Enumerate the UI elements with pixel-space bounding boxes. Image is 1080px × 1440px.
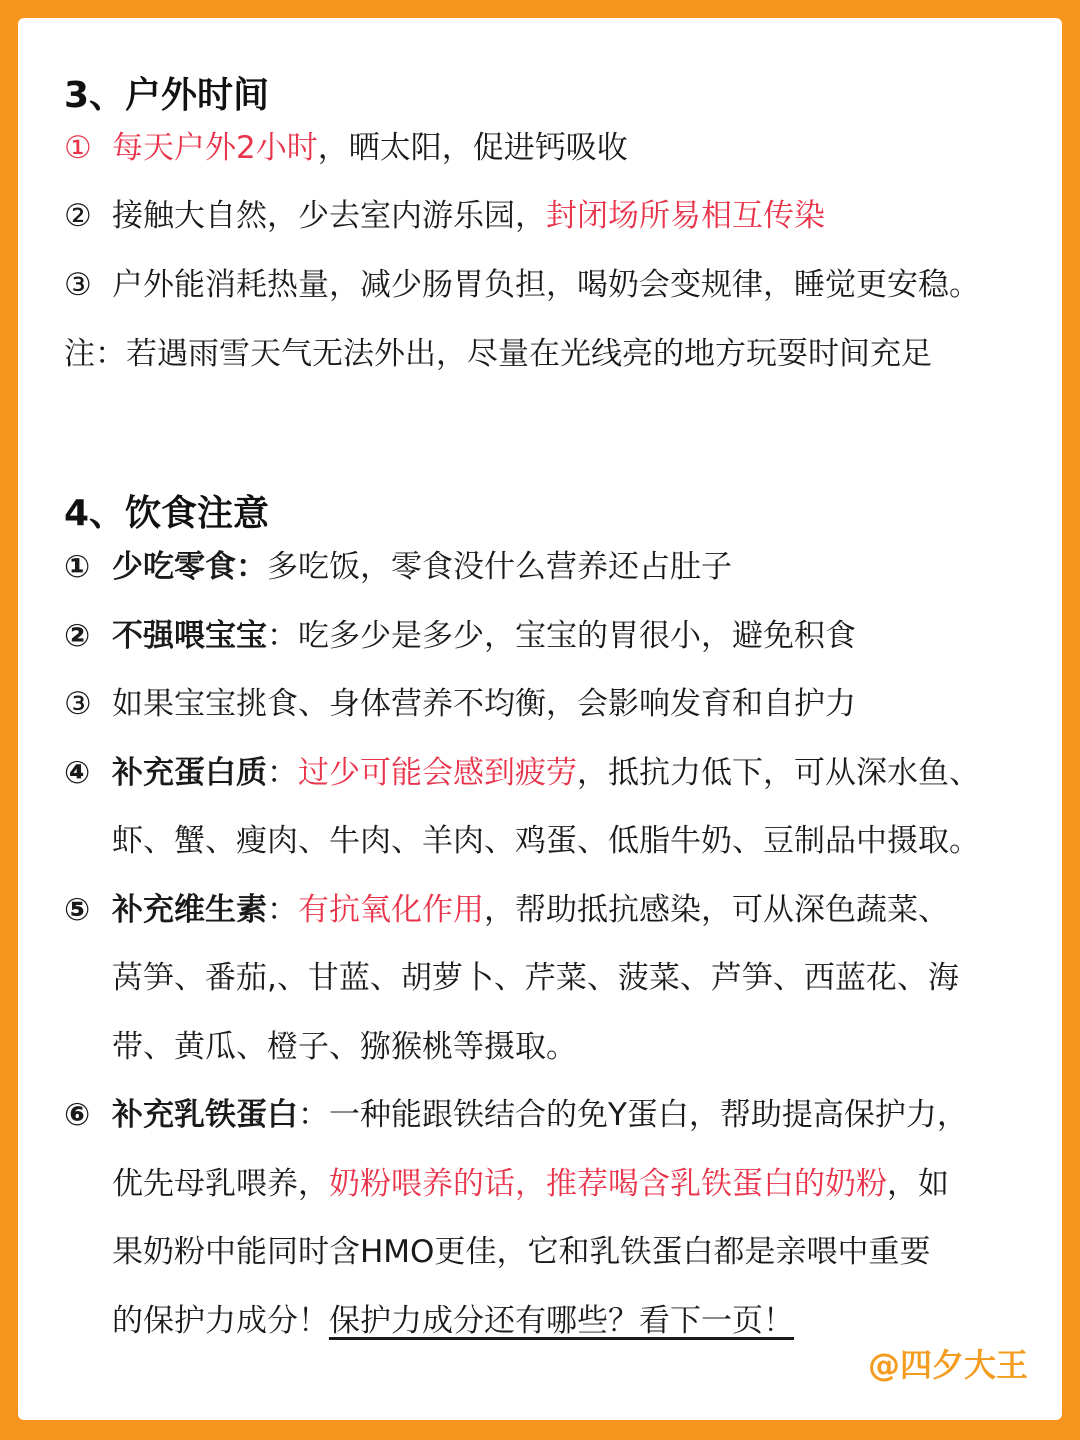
s4-item-2-num: ②: [64, 618, 91, 654]
s4-item-3: [64, 682, 856, 726]
s4-item-4-highlight: 过少可能会感到疲劳: [298, 755, 577, 791]
s3-item-2-text: 接触大自然，少去室内游乐园，: [112, 198, 546, 234]
s4-item-2: [64, 614, 856, 658]
s4-item-5-text: ，帮助抵抗感染，可从深色蔬菜、: [484, 892, 949, 928]
s4-item-5-bold: 补充维生素: [112, 892, 267, 928]
s4-item-1-text: 多吃饭，零食没什么营养还占肚子: [267, 549, 732, 585]
s4-item-5-num: ⑤: [64, 892, 91, 928]
s3-item-2-num: ②: [64, 198, 92, 234]
next-page-link[interactable]: 保护力成分还有哪些？看下一页！: [329, 1303, 794, 1339]
s4-item-6-num: ⑥: [64, 1097, 91, 1133]
s4-item-4-text: ，抵抗力低下，可从深水鱼、: [577, 755, 980, 791]
s3-item-3-text: 户外能消耗热量，减少肠胃负担，喝奶会变规律，睡觉更安稳。: [112, 267, 980, 303]
s4-item-3-num: ③: [64, 686, 92, 722]
s3-item-3-num: ③: [64, 267, 92, 303]
s4-item-1-bold: 少吃零食：: [112, 549, 267, 585]
s4-item-6: [64, 1093, 968, 1137]
author-watermark: @四夕大王: [867, 1346, 1028, 1384]
s4-item-6-l2-end: ，如: [887, 1166, 949, 1202]
s4-item-4-bold: 补充蛋白质: [112, 755, 267, 791]
s4-item-5: [64, 888, 949, 932]
s4-item-1-num: ①: [64, 549, 91, 585]
content-card: [18, 18, 1062, 1420]
s4-item-1: [64, 545, 732, 589]
s4-item-4-cont: 虾、蟹、瘦肉、牛肉、羊肉、鸡蛋、低脂牛奶、豆制品中摄取。: [112, 823, 980, 859]
s4-item-5-highlight: 有抗氧化作用: [298, 892, 484, 928]
s3-item-2-highlight: 封闭场所易相互传染: [546, 198, 825, 234]
s3-item-2: [64, 194, 825, 238]
s4-item-6-highlight: 奶粉喂养的话，推荐喝含乳铁蛋白的奶粉: [329, 1166, 887, 1202]
s3-item-1-num: ①: [64, 130, 92, 166]
s4-item-6-line-3: 果奶粉中能同时含HMO更佳，它和乳铁蛋白都是亲喂中重要: [112, 1234, 931, 1270]
s4-item-4: [64, 751, 980, 795]
s4-item-4-num: ④: [64, 755, 91, 791]
s4-item-2-text: ：吃多少是多少，宝宝的胃很小，避免积食: [267, 618, 856, 654]
s3-item-3: [64, 263, 980, 307]
s4-item-4-colon: ：: [267, 755, 298, 791]
s4-item-6-line-4: [112, 1299, 794, 1343]
s4-item-6-bold: 补充乳铁蛋白: [112, 1097, 298, 1133]
section-3-title: 3、户外时间: [64, 75, 270, 116]
s4-item-5-colon: ：: [267, 892, 298, 928]
s4-item-5-cont-1: 莴笋、番茄,、甘蓝、胡萝卜、芹菜、菠菜、芦笋、西蓝花、海: [112, 960, 959, 996]
section-4-title: 4、饮食注意: [64, 493, 270, 534]
s4-item-5-cont-2: 带、黄瓜、橙子、猕猴桃等摄取。: [112, 1029, 577, 1065]
s4-item-6-l4-start: 的保护力成分！: [112, 1303, 329, 1339]
s4-item-6-line-2: [112, 1162, 949, 1206]
s3-item-1: [64, 126, 628, 170]
s4-item-6-text: ：一种能跟铁结合的免Y蛋白，帮助提高保护力，: [298, 1097, 968, 1133]
s3-item-1-highlight: 每天户外2小时: [112, 130, 318, 166]
s3-note: 注：若遇雨雪天气无法外出，尽量在光线亮的地方玩耍时间充足: [64, 336, 932, 372]
s3-item-1-text: ，晒太阳，促进钙吸收: [317, 130, 628, 166]
s4-item-2-bold: 不强喂宝宝: [112, 618, 267, 654]
s4-item-3-text: 如果宝宝挑食、身体营养不均衡，会影响发育和自护力: [112, 686, 856, 722]
s4-item-6-l2-start: 优先母乳喂养，: [112, 1166, 329, 1202]
